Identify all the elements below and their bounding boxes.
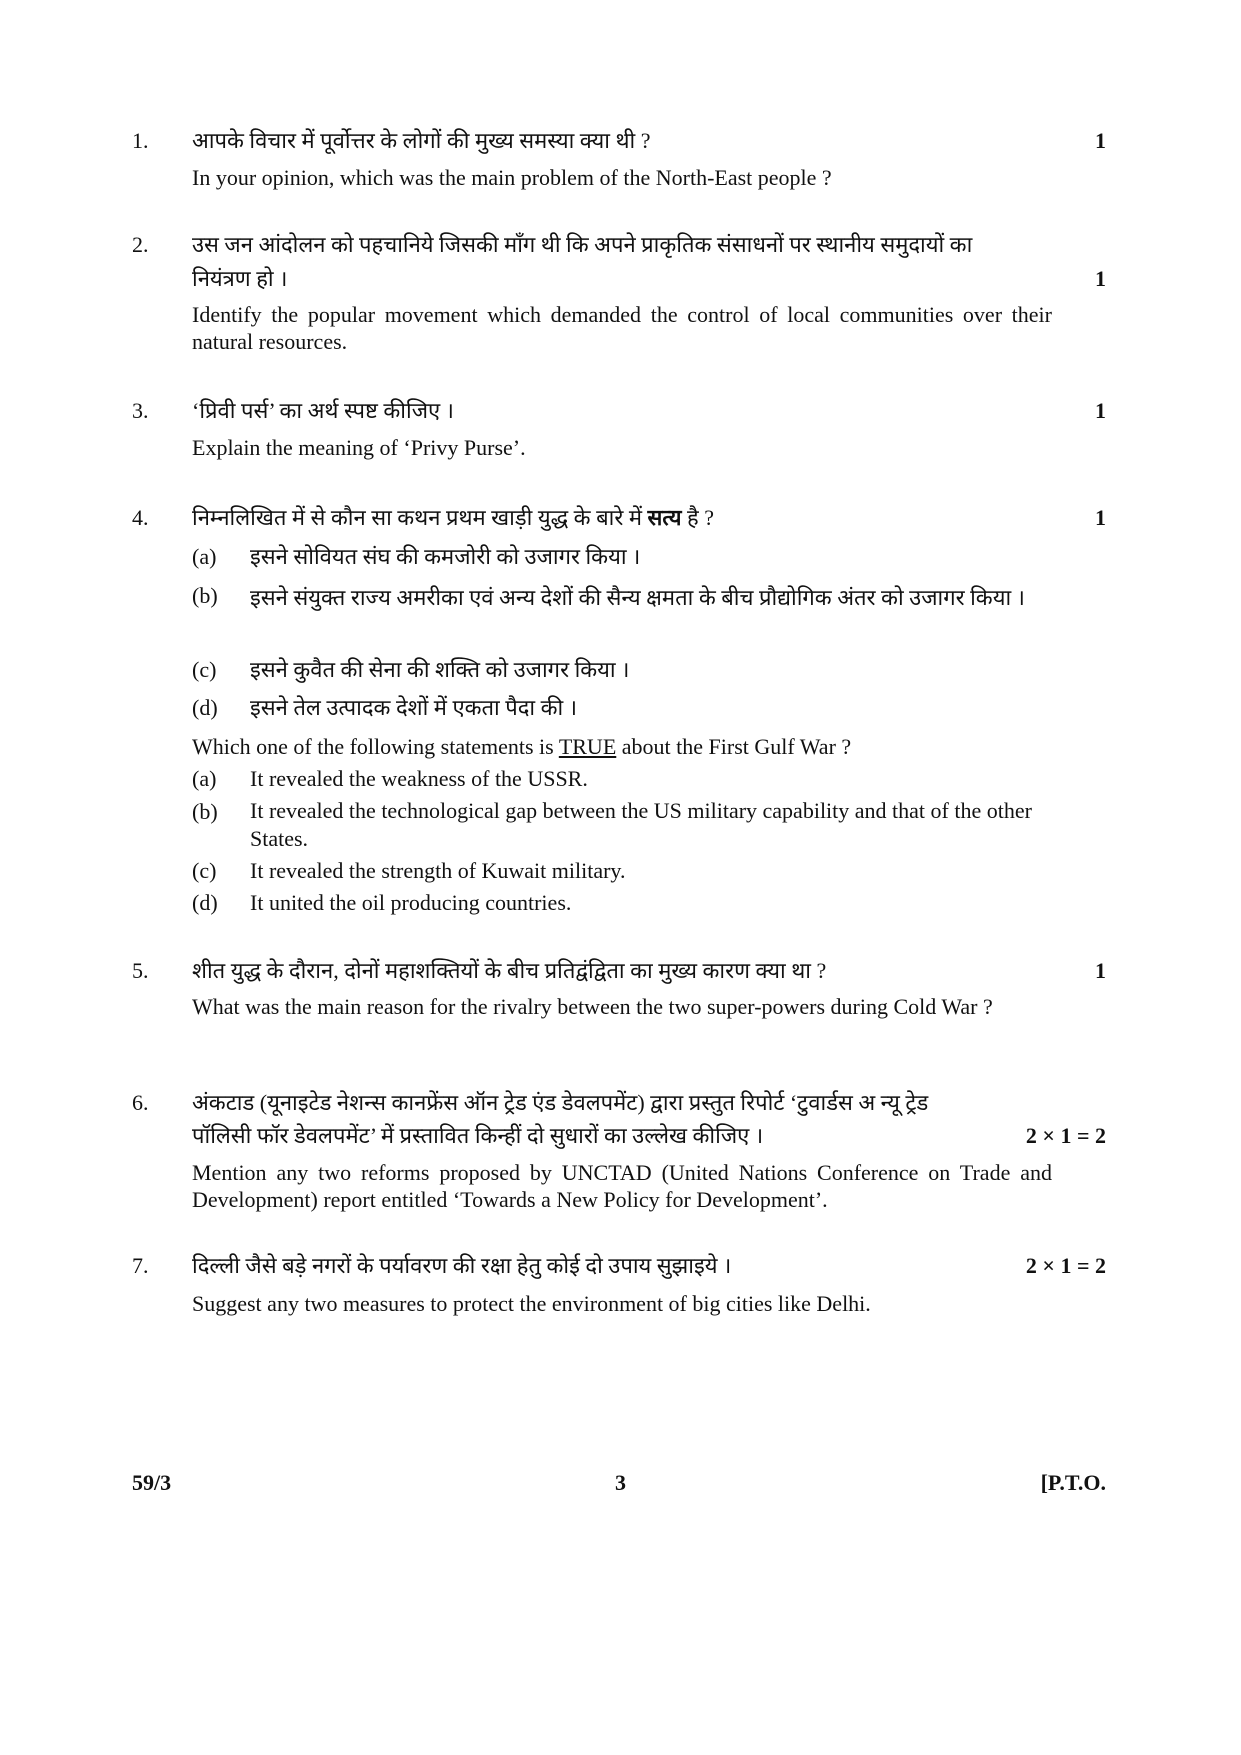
- question-number: 7.: [132, 1253, 149, 1278]
- question-text-hindi-post: है ?: [687, 505, 714, 530]
- option-label: (d): [192, 890, 218, 915]
- question-text-english: Explain the meaning of ‘Privy Purse’.: [192, 435, 526, 460]
- option-label: (d): [192, 695, 218, 720]
- question-text-hindi-line2: पॉलिसी फॉर डेवलपमेंट’ में प्रस्तावित किन्हीं दो सुधारों का उल्लेख कीजिए ।: [192, 1123, 764, 1148]
- marks: 1: [1095, 128, 1106, 153]
- option-label: (a): [192, 766, 217, 791]
- question-text-hindi: शीत युद्ध के दौरान, दोनों महाशक्तियों के बीच प्रतिद्वंद्विता का मुख्य कारण क्या था ?: [192, 958, 827, 983]
- page-number: 3: [615, 1470, 626, 1495]
- option-text: इसने कुवैत की सेना की शक्ति को उजागर किया ।: [250, 657, 630, 682]
- marks: 2 × 1 = 2: [1025, 1123, 1106, 1148]
- marks: 1: [1095, 266, 1106, 291]
- option-text: It united the oil producing countries.: [250, 890, 572, 915]
- question-text-hindi: ‘प्रिवी पर्स’ का अर्थ स्पष्ट कीजिए ।: [192, 398, 455, 423]
- paper-code: 59/3: [132, 1470, 172, 1495]
- question-text-hindi-line1: अंकटाड (यूनाइटेड नेशन्स कानफ्रेंस ऑन ट्रेड एंड डेवलपमेंट) द्वारा प्रस्तुत रिपोर्ट ‘टुवार्डस अ न्यू ट्रेड: [192, 1090, 929, 1115]
- option-text: इसने संयुक्त राज्य अमरीका एवं अन्य देशों की सैन्य क्षमता के बीच प्रौद्योगिक अंतर को उजागर किया ।: [250, 585, 1025, 610]
- marks: 2 × 1 = 2: [1025, 1253, 1106, 1278]
- question-text-english: Mention any two reforms proposed by UNCTAD (United Nations Conference on Trade and Development) report entitled ‘Towards a New Policy for Development’.: [192, 1160, 1052, 1212]
- question-number: 6.: [132, 1090, 149, 1115]
- question-text-hindi-line1: उस जन आंदोलन को पहचानिये जिसकी माँग थी कि अपने प्राकृतिक संसाधनों पर स्थानीय समुदायों का: [192, 232, 973, 257]
- question-text-hindi: आपके विचार में पूर्वोत्तर के लोगों की मुख्य समस्या क्या थी ?: [192, 128, 651, 153]
- question-text-english: What was the main reason for the rivalry between the two super-powers during Cold War ?: [192, 994, 993, 1019]
- option-label: (b): [192, 583, 218, 608]
- option-label: (c): [192, 657, 217, 682]
- marks: 1: [1095, 505, 1106, 530]
- question-number: 3.: [132, 398, 149, 423]
- option-label: (a): [192, 544, 217, 569]
- option-text: इसने सोवियत संघ की कमजोरी को उजागर किया ।: [250, 544, 641, 569]
- marks: 1: [1095, 958, 1106, 983]
- question-text-english: In your opinion, which was the main problem of the North-East people ?: [192, 165, 832, 190]
- option-text: It revealed the technological gap between the US military capability and that of the other States.: [250, 798, 1032, 851]
- option-label: (b): [192, 799, 218, 824]
- question-text-hindi: दिल्ली जैसे बड़े नगरों के पर्यावरण की रक्षा हेतु कोई दो उपाय सुझाइये ।: [192, 1253, 732, 1278]
- question-number: 1.: [132, 128, 149, 153]
- option-text: इसने तेल उत्पादक देशों में एकता पैदा की ।: [250, 695, 578, 720]
- option-label: (c): [192, 858, 217, 883]
- question-text-english: Suggest any two measures to protect the environment of big cities like Delhi.: [192, 1291, 871, 1316]
- question-text-hindi: [192, 503, 1052, 533]
- question-text-english: Identify the popular movement which demanded the control of local communities over their natural resources.: [192, 302, 1052, 354]
- question-number: 5.: [132, 958, 149, 983]
- please-turn-over: [P.T.O.: [1040, 1470, 1106, 1495]
- question-text-english-post: about the First Gulf War ?: [621, 734, 852, 759]
- question-text-hindi-line2: नियंत्रण हो ।: [192, 266, 288, 291]
- question-text-english: [192, 732, 1052, 762]
- emphasis-word: सत्य: [647, 505, 682, 530]
- option-text: It revealed the strength of Kuwait military.: [250, 858, 626, 883]
- question-text-english-pre: Which one of the following statements is: [192, 734, 554, 759]
- question-number: 4.: [132, 505, 149, 530]
- marks: 1: [1095, 398, 1106, 423]
- question-number: 2.: [132, 232, 149, 257]
- question-text-hindi-pre: निम्नलिखित में से कौन सा कथन प्रथम खाड़ी युद्ध के बारे में: [192, 505, 642, 530]
- emphasis-word: TRUE: [558, 734, 617, 759]
- option-text: It revealed the weakness of the USSR.: [250, 766, 588, 791]
